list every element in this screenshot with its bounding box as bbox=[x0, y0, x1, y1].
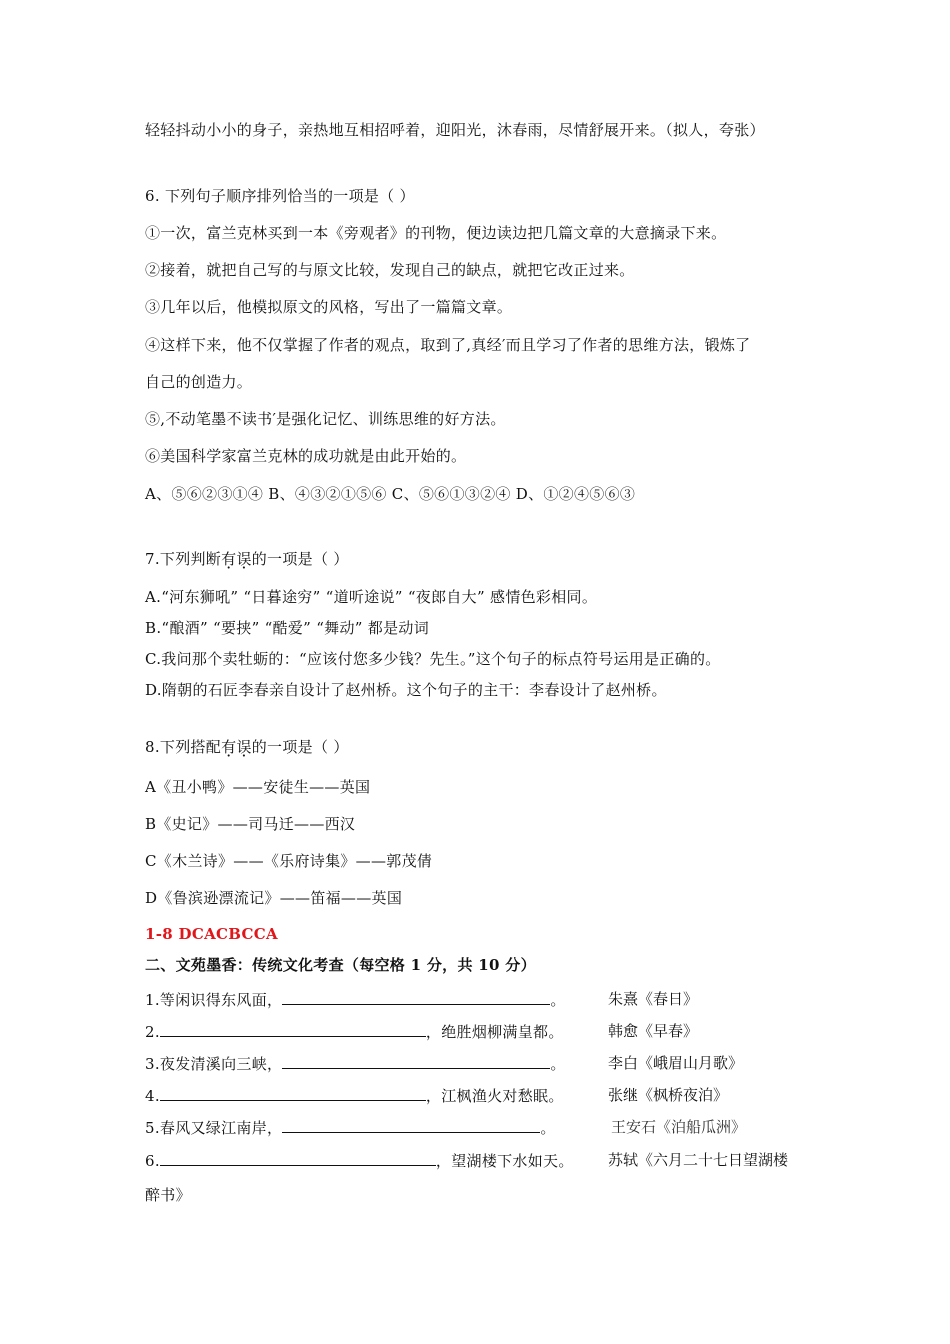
poem-item-4 bbox=[145, 1085, 564, 1106]
poem-suffix: ，江枫渔火对愁眠。 bbox=[425, 1087, 564, 1105]
poem-source-3: 李白《峨眉山月歌》 bbox=[608, 1054, 744, 1072]
answer-blank[interactable] bbox=[282, 1117, 540, 1133]
poem-source-4: 张继《枫桥夜泊》 bbox=[608, 1086, 729, 1104]
answer-blank[interactable] bbox=[160, 1085, 426, 1101]
q8-stem bbox=[145, 737, 349, 757]
q8-stem-pre: 8.下列搭配 bbox=[145, 738, 222, 756]
q8-option-c: C《木兰诗》——《乐府诗集》——郭茂倩 bbox=[145, 852, 433, 870]
q8-option-b: B《史记》——司马迁——西汉 bbox=[145, 815, 356, 833]
q7-stem bbox=[145, 549, 349, 569]
poem-prefix: 4. bbox=[145, 1087, 160, 1105]
q8-stem-post: 的一项是（ ） bbox=[251, 738, 349, 756]
q6-sentence-6: ⑥美国科学家富兰克林的成功就是由此开始的。 bbox=[145, 447, 467, 465]
q7-option-a: A.“河东狮吼” “日暮途穷” “道听途说” “夜郎自大” 感情色彩相同。 bbox=[145, 588, 598, 606]
emphasis-char: 有 bbox=[221, 738, 237, 756]
answer-blank[interactable] bbox=[282, 1053, 550, 1069]
q6-sentence-1: ①一次，富兰克林买到一本《旁观者》的刊物，便边读边把几篇文章的大意摘录下来。 bbox=[145, 224, 727, 242]
poem-item-6 bbox=[145, 1150, 574, 1171]
poem-item-3 bbox=[145, 1053, 566, 1074]
poem-item-5 bbox=[145, 1117, 556, 1138]
poem-source-1: 朱熹《春日》 bbox=[608, 990, 699, 1008]
q8-option-d: D《鲁滨逊漂流记》——笛福——英国 bbox=[145, 889, 403, 907]
q6-stem: 6. 下列句子顺序排列恰当的一项是（ ） bbox=[145, 187, 415, 205]
poem-suffix: 。 bbox=[550, 991, 566, 1009]
q6-sentence-2: ②接着，就把自己写的与原文比较，发现自己的缺点，就把它改正过来。 bbox=[145, 261, 635, 279]
poem-suffix: 。 bbox=[540, 1119, 556, 1137]
poem-item-2 bbox=[145, 1021, 564, 1042]
poem-suffix: 。 bbox=[550, 1055, 566, 1073]
answer-blank[interactable] bbox=[160, 1021, 426, 1037]
q6-options: A、⑤⑥②③①④ B、④③②①⑤⑥ C、⑤⑥①③②④ D、①②④⑤⑥③ bbox=[145, 485, 636, 503]
q6-sentence-4: ④这样下来，他不仅掌握了作者的观点，取到了,真经′而且学习了作者的思维方法，锻炼了 bbox=[145, 336, 751, 354]
poem-source-6-cont: 醉书》 bbox=[145, 1186, 191, 1204]
poem-suffix: ，绝胜烟柳满皇都。 bbox=[425, 1023, 564, 1041]
q7-option-c: C.我问那个卖牡蛎的：“应该付您多少钱？先生。”这个句子的标点符号运用是正确的。 bbox=[145, 650, 721, 668]
q7-stem-pre: 7.下列判断 bbox=[145, 550, 222, 568]
answer-blank[interactable] bbox=[282, 989, 550, 1005]
q8-option-a: A《丑小鸭》——安徒生——英国 bbox=[145, 778, 371, 796]
answer-blank[interactable] bbox=[160, 1150, 436, 1166]
poem-source-6: 苏轼《六月二十七日望湖楼 bbox=[608, 1151, 789, 1169]
poem-prefix: 2. bbox=[145, 1023, 160, 1041]
poem-source-2: 韩愈《早春》 bbox=[608, 1022, 699, 1040]
intro-line: 轻轻抖动小小的身子，亲热地互相招呼着，迎阳光，沐春雨，尽情舒展开来。（拟人，夸张） bbox=[145, 121, 765, 139]
emphasis-char: 误 bbox=[236, 550, 252, 568]
answer-key: 1-8 DCACBCCA bbox=[145, 925, 278, 943]
q6-sentence-3: ③几年以后，他模拟原文的风格，写出了一篇篇文章。 bbox=[145, 298, 513, 316]
q7-option-b: B.“酿酒” “要挟” “酷爱” “舞动” 都是动词 bbox=[145, 619, 430, 637]
section2-heading: 二、文苑墨香：传统文化考查（每空格 1 分，共 10 分） bbox=[145, 956, 536, 974]
poem-prefix: 6. bbox=[145, 1152, 160, 1170]
poem-item-1 bbox=[145, 989, 566, 1010]
poem-suffix: ，望湖楼下水如天。 bbox=[435, 1152, 574, 1170]
q7-option-d: D.隋朝的石匠李春亲自设计了赵州桥。这个句子的主干：李春设计了赵州桥。 bbox=[145, 681, 667, 699]
q6-sentence-5: ⑤,不动笔墨不读书′是强化记忆、训练思维的好方法。 bbox=[145, 410, 506, 428]
poem-prefix: 3.夜发清溪向三峡， bbox=[145, 1055, 283, 1073]
emphasis-char: 误 bbox=[236, 738, 252, 756]
poem-source-5: 王安石《泊船瓜洲》 bbox=[611, 1118, 747, 1136]
poem-prefix: 5.春风又绿江南岸， bbox=[145, 1119, 283, 1137]
q6-sentence-4-cont: 自己的创造力。 bbox=[145, 373, 253, 391]
q7-stem-post: 的一项是（ ） bbox=[251, 550, 349, 568]
poem-prefix: 1.等闲识得东风面， bbox=[145, 991, 283, 1009]
emphasis-char: 有 bbox=[221, 550, 237, 568]
